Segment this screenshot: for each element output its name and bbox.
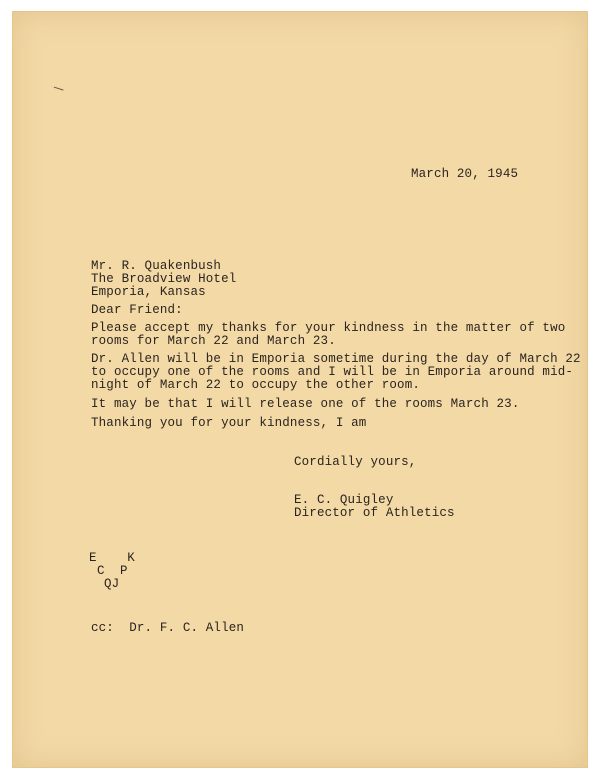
body-line: night of March 22 to occupy the other room. <box>91 378 421 392</box>
closing: Cordially yours, <box>294 455 417 469</box>
initials-row: QJ <box>104 577 120 591</box>
body-line: It may be that I will release one of the rooms March 23. <box>91 397 520 411</box>
recipient-hotel: The Broadview Hotel <box>91 272 237 286</box>
recipient-city: Emporia, Kansas <box>91 285 206 299</box>
letter-page <box>12 11 588 768</box>
signer-name: E. C. Quigley <box>294 493 394 507</box>
body-line: to occupy one of the rooms and I will be in Emporia around mid- <box>91 365 574 379</box>
cc-line: cc: Dr. F. C. Allen <box>91 621 245 635</box>
recipient-name: Mr. R. Quakenbush <box>91 259 222 273</box>
initials-row: C P <box>97 564 128 578</box>
letter-date: March 20, 1945 <box>411 167 519 181</box>
signer-title: Director of Athletics <box>294 506 455 520</box>
body-line: Please accept my thanks for your kindness in the matter of two <box>91 321 566 335</box>
salutation: Dear Friend: <box>91 303 183 317</box>
body-line: rooms for March 22 and March 23. <box>91 334 336 348</box>
body-line: Dr. Allen will be in Emporia sometime during the day of March 22 <box>91 352 581 366</box>
initials-row: E K <box>89 551 135 565</box>
body-line: Thanking you for your kindness, I am <box>91 416 367 430</box>
paper-mark <box>52 87 63 95</box>
